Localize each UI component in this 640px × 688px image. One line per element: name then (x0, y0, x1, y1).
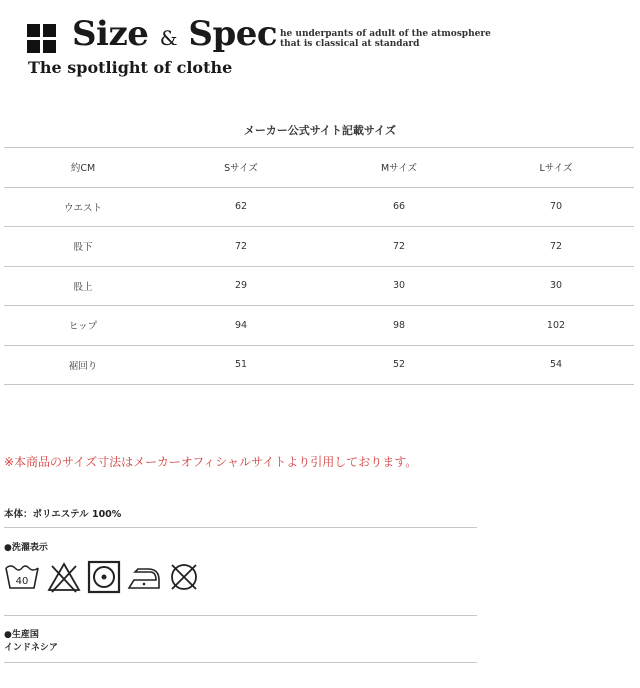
size-m-value: 72 (320, 227, 478, 267)
brand-tagline-line1: he underpants of adult of the atmosphere (280, 29, 491, 39)
brand-title (72, 14, 277, 54)
origin-title: ●生産国 (4, 630, 39, 640)
size-s-value: 94 (162, 306, 320, 346)
size-m-value: 30 (320, 266, 478, 306)
table-header-cell: 約CM (4, 148, 162, 188)
size-source-notice: ※本商品のサイズ寸法はメーカーオフィシャルサイトより引用しております。 (4, 455, 418, 469)
origin-country: インドネシア (4, 643, 58, 653)
size-table-caption: メーカー公式サイト記載サイズ (243, 124, 397, 137)
wash-temp-label: 40 (15, 576, 29, 587)
size-l-value: 54 (478, 345, 634, 385)
table-row (4, 266, 634, 306)
brand-title-tail: Spec (188, 14, 278, 54)
size-table (4, 147, 634, 385)
tumble-dry-icon (87, 560, 121, 594)
no-bleach-icon (46, 560, 82, 594)
care-title: ●洗濯表示 (4, 543, 48, 553)
size-s-value: 62 (162, 187, 320, 227)
size-l-value: 70 (478, 187, 634, 227)
table-row (4, 345, 634, 385)
table-header-row (4, 148, 634, 188)
divider (4, 615, 477, 616)
row-label: ヒップ (4, 306, 162, 346)
size-m-value: 66 (320, 187, 478, 227)
divider (4, 662, 477, 663)
brand-logo-icon (27, 24, 57, 54)
row-label: ウエスト (4, 187, 162, 227)
wash-40-icon (4, 560, 40, 594)
iron-low-icon (126, 560, 162, 594)
size-l-value: 102 (478, 306, 634, 346)
brand-tagline-line2: that is classical at standard (280, 39, 420, 49)
row-label: 裾回り (4, 345, 162, 385)
table-header-cell: Lサイズ (478, 148, 634, 188)
size-m-value: 98 (320, 306, 478, 346)
table-row (4, 187, 634, 227)
size-l-value: 30 (478, 266, 634, 306)
brand-subtitle: The spotlight of clothe (28, 58, 233, 77)
no-dry-clean-icon (167, 560, 201, 594)
table-row (4, 306, 634, 346)
divider (4, 527, 477, 528)
row-label: 股下 (4, 227, 162, 267)
table-header-cell: Sサイズ (162, 148, 320, 188)
size-l-value: 72 (478, 227, 634, 267)
table-header-cell: Mサイズ (320, 148, 478, 188)
size-s-value: 72 (162, 227, 320, 267)
brand-title-amp: & (159, 26, 178, 50)
brand-tagline (280, 29, 491, 49)
size-s-value: 51 (162, 345, 320, 385)
size-m-value: 52 (320, 345, 478, 385)
size-s-value: 29 (162, 266, 320, 306)
row-label: 股上 (4, 266, 162, 306)
table-row (4, 227, 634, 267)
care-icons (4, 560, 244, 594)
brand-title-main: Size (72, 14, 149, 54)
material-composition: 本体：ポリエステル 100% (4, 509, 122, 520)
